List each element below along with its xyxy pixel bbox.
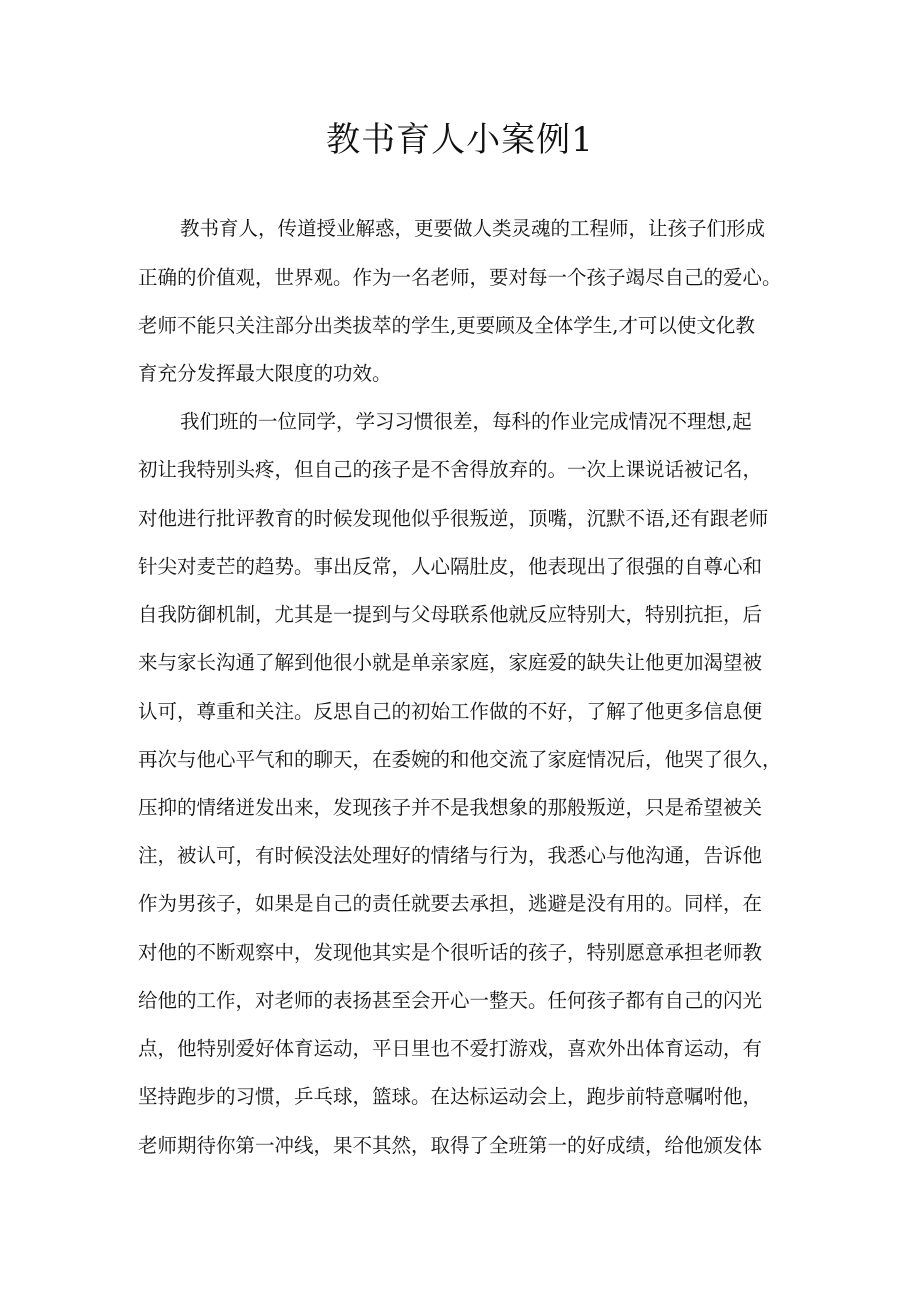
paragraph-line: 育充分发挥最大限度的功效。: [138, 362, 392, 385]
paragraph-line: 我们班的一位同学，学习习惯很差，每科的作业完成情况不理想,起: [180, 410, 752, 433]
paragraph-line: 作为男孩子，如果是自己的责任就要去承担，逃避是没有用的。同样，在: [138, 892, 763, 915]
paragraph-line: 点，他特别爱好体育运动，平日里也不爱打游戏，喜欢外出体育运动，有: [138, 1037, 763, 1060]
paragraph-line: 压抑的情绪迸发出来，发现孩子并不是我想象的那般叛逆，只是希望被关: [138, 796, 763, 819]
document-title: 教书育人小案例1: [326, 120, 594, 160]
paragraph-line: 初让我特别头疼，但自己的孩子是不舍得放弃的。一次上课说话被记名，: [138, 458, 763, 481]
paragraph-line: 对他的不断观察中，发现他其实是个很听话的孩子，特别愿意承担老师教: [138, 941, 763, 964]
paragraph-line: 再次与他心平气和的聊天，在委婉的和他交流了家庭情况后，他哭了很久，: [138, 748, 782, 771]
paragraph-line: 对他进行批评教育的时候发现他似乎很叛逆，顶嘴，沉默不语,还有跟老师: [138, 507, 769, 530]
paragraph-line: 教书育人，传道授业解惑，更要做人类灵魂的工程师，让孩子们形成: [180, 217, 766, 240]
paragraph-line: 来与家长沟通了解到他很小就是单亲家庭，家庭爱的缺失让他更加渴望被: [138, 651, 763, 674]
paragraph-line: 老师不能只关注部分出类拔萃的学生,更要顾及全体学生,才可以使文化教: [138, 314, 755, 337]
paragraph-line: 自我防御机制，尤其是一提到与父母联系他就反应特别大，特别抗拒，后: [138, 603, 763, 626]
paragraph-line: 给他的工作，对老师的表扬甚至会开心一整天。任何孩子都有自己的闪光: [138, 989, 763, 1012]
paragraph-line: 注，被认可，有时候没法处理好的情绪与行为，我悉心与他沟通，告诉他: [138, 844, 763, 867]
paragraph-line: 正确的价值观，世界观。作为一名老师，要对每一个孩子竭尽自己的爱心。: [138, 266, 782, 289]
paragraph-line: 坚持跑步的习惯，乒乓球，篮球。在达标运动会上，跑步前特意嘱咐他，: [138, 1085, 763, 1108]
paragraph-line: 老师期待你第一冲线，果不其然，取得了全班第一的好成绩，给他颁发体: [138, 1134, 763, 1157]
paragraph-line: 认可，尊重和关注。反思自己的初始工作做的不好，了解了他更多信息便: [138, 700, 763, 723]
paragraph-line: 针尖对麦芒的趋势。事出反常，人心隔肚皮，他表现出了很强的自尊心和: [138, 555, 763, 578]
